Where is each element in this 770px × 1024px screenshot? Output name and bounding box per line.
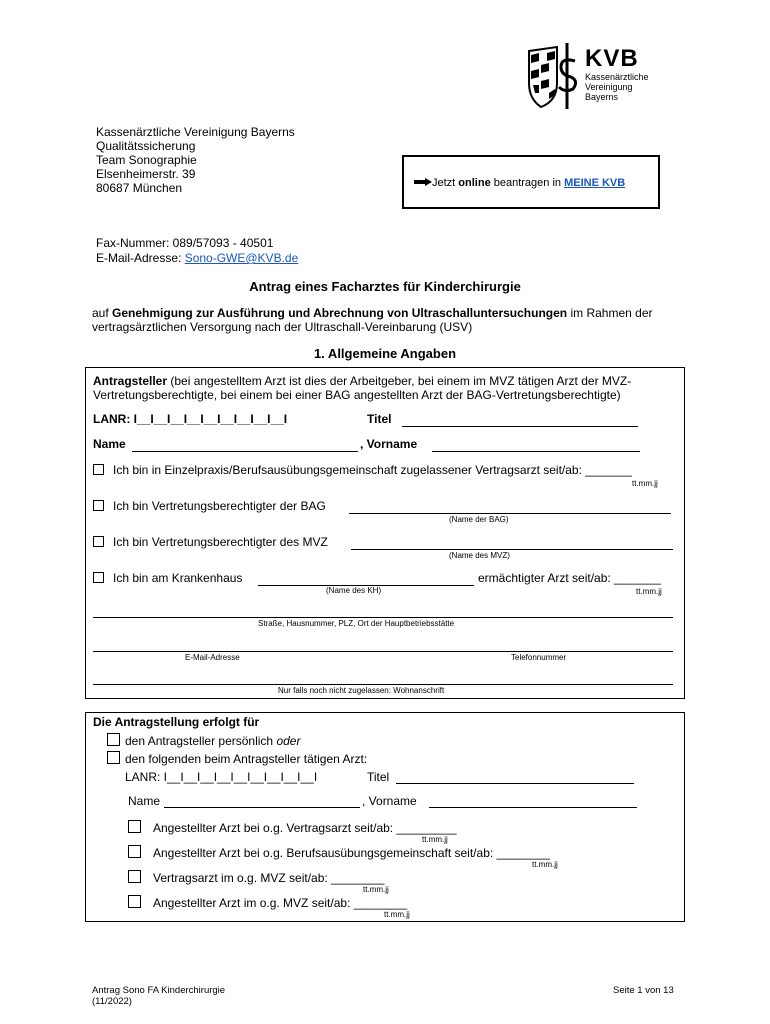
titel-label-2: Titel <box>367 770 390 784</box>
option-label: Angestellter Arzt bei o.g. Berufsausübungsgemeinschaft seit/ab: ________ <box>153 846 550 860</box>
option-personal[interactable] <box>107 733 300 748</box>
mvz-hint: (Name des MVZ) <box>449 551 510 560</box>
date-hint: tt.mm.jj <box>632 479 658 488</box>
box2-heading: Die Antragstellung erfolgt für <box>93 715 260 729</box>
online-prefix: Jetzt <box>432 177 459 189</box>
checkbox[interactable] <box>93 572 104 583</box>
home-address-hint: Nur falls noch nicht zugelassen: Wohnanschrift <box>278 686 445 695</box>
online-bold: online <box>458 177 491 189</box>
option-label: Ich bin Vertretungsberechtigter des MVZ <box>113 535 328 549</box>
page-number: Seite 1 von 13 <box>613 985 674 996</box>
arrow-right-icon <box>414 178 432 186</box>
lanr-field[interactable]: LANR: I__I__I__I__I__I__I__I__I__I <box>93 412 288 426</box>
intro-text <box>92 306 692 334</box>
application-for-box <box>85 712 685 922</box>
vorname-label-2: Vorname <box>368 794 417 808</box>
logo-text <box>585 46 649 102</box>
address-hint: Straße, Hausnummer, PLZ, Ort der Hauptbetriebsstätte <box>258 619 455 628</box>
lanr-field-2[interactable]: LANR: I__I__I__I__I__I__I__I__I__I <box>125 770 318 784</box>
section-heading: 1. Allgemeine Angaben <box>313 346 457 361</box>
option-label: Vertragsarzt im o.g. MVZ seit/ab: ________ <box>153 871 385 885</box>
bag-hint: (Name der BAG) <box>449 515 509 524</box>
titel-field[interactable] <box>402 426 638 427</box>
option-krankenhaus[interactable] <box>93 571 242 585</box>
comma-2: , Vorname <box>362 794 417 808</box>
date-hint: tt.mm.jj <box>636 587 662 596</box>
address-line: Kassenärztliche Vereinigung Bayerns <box>96 125 295 139</box>
option-vertragsarzt[interactable] <box>93 463 632 477</box>
checkbox[interactable] <box>93 500 104 511</box>
online-apply-text <box>414 177 625 189</box>
checkbox[interactable] <box>107 751 120 764</box>
titel-label: Titel <box>367 412 392 426</box>
applicant-label: Antragsteller <box>93 374 168 388</box>
option-label: den folgenden beim Antragsteller tätigen Arzt: <box>125 752 368 766</box>
option-label: Ich bin am Krankenhaus <box>113 571 243 585</box>
recipient-address <box>96 125 295 195</box>
applicant-description <box>93 374 679 402</box>
option-label: den Antragsteller persönlich <box>125 734 277 748</box>
checkbox[interactable] <box>93 464 104 475</box>
date-hint: tt.mm.jj <box>532 860 558 869</box>
email-hint: E-Mail-Adresse <box>185 653 240 662</box>
logo-line2: Vereinigung <box>585 82 633 92</box>
option-label: Ich bin Vertretungsberechtigter der BAG <box>113 499 326 513</box>
option-c2[interactable] <box>128 845 550 860</box>
footer-left <box>92 985 225 1007</box>
fax-number: Fax-Nummer: 089/57093 - 40501 <box>96 236 274 250</box>
intro-pre: auf <box>92 306 113 320</box>
kvb-emblem-icon <box>527 43 583 111</box>
comma: , Vorname <box>360 437 418 451</box>
titel-field-2[interactable] <box>396 783 634 784</box>
footer-version: (11/2022) <box>92 996 132 1007</box>
checkbox[interactable] <box>128 820 141 833</box>
email-label: E-Mail-Adresse: <box>96 251 185 265</box>
intro-bold: Genehmigung zur Ausführung und Abrechnung von Ultraschalluntersuchungen <box>112 306 568 320</box>
option-c3[interactable] <box>128 870 384 885</box>
option-label: Angestellter Arzt im o.g. MVZ seit/ab: ________ <box>153 896 408 910</box>
option-label: Angestellter Arzt bei o.g. Vertragsarzt seit/ab: _________ <box>153 821 457 835</box>
applicant-box <box>85 367 685 699</box>
mvz-name-field[interactable] <box>351 549 673 550</box>
address-line: Elsenheimerstr. 39 <box>96 167 196 181</box>
address-field[interactable] <box>93 617 673 618</box>
applicant-text: (bei angestelltem Arzt ist dies der Arbeitgeber, bei einem im MVZ tätigen Arzt der MVZ-Vertretungsberechtigte, bei einem bei einer BAG angestellten Arzt der BAG-Vertretungsberechtigte) <box>93 374 632 402</box>
contact-info <box>96 236 298 266</box>
option-krankenhaus-suffix: ermächtigter Arzt seit/ab: _______ <box>478 571 661 585</box>
checkbox[interactable] <box>93 536 104 547</box>
online-apply-box <box>402 155 660 209</box>
name-label-2: Name <box>128 794 161 808</box>
option-bag[interactable] <box>93 499 326 513</box>
name-field[interactable] <box>132 451 358 452</box>
vorname-field[interactable] <box>432 451 640 452</box>
checkbox[interactable] <box>128 870 141 883</box>
option-label: Ich bin in Einzelpraxis/Berufsausübungsgemeinschaft zugelassener Vertragsarzt seit/ab: _______ <box>113 463 632 477</box>
home-address-field[interactable] <box>93 684 673 685</box>
name-field-2[interactable] <box>164 807 360 808</box>
option-c4[interactable] <box>128 895 407 910</box>
checkbox[interactable] <box>128 895 141 908</box>
email-link[interactable]: Sono-GWE@KVB.de <box>184 251 299 265</box>
option-employee[interactable] <box>107 751 367 766</box>
vorname-label: Vorname <box>366 437 418 451</box>
phone-hint: Telefonnummer <box>511 653 567 662</box>
option-mvz[interactable] <box>93 535 328 549</box>
intro-post: im Rahmen der vertragsärztlichen Versorgung nach der Ultraschall-Vereinbarung (USV) <box>92 306 653 334</box>
name-label: Name <box>93 437 126 451</box>
vorname-field-2[interactable] <box>429 807 637 808</box>
option-or: oder <box>276 734 301 748</box>
date-hint: tt.mm.jj <box>384 910 410 919</box>
online-middle: beantragen in <box>490 177 565 189</box>
bag-name-field[interactable] <box>349 513 671 514</box>
address-line: 80687 München <box>96 181 183 195</box>
date-hint: tt.mm.jj <box>422 835 448 844</box>
date-hint: tt.mm.jj <box>363 885 389 894</box>
logo-brand: KVB <box>585 45 639 72</box>
address-line: Team Sonographie <box>96 153 197 167</box>
option-c1[interactable] <box>128 820 457 835</box>
logo-line1: Kassenärztliche <box>585 72 649 82</box>
email-phone-field[interactable] <box>93 651 673 652</box>
document-title: Antrag eines Facharztes für Kinderchirurgie <box>249 279 521 294</box>
logo-line3: Bayerns <box>585 92 619 102</box>
kh-hint: (Name des KH) <box>326 586 382 595</box>
footer-form-name: Antrag Sono FA Kinderchirurgie <box>92 985 226 996</box>
address-line: Qualitätssicherung <box>96 139 196 153</box>
checkbox[interactable] <box>107 733 120 746</box>
meine-kvb-link[interactable]: MEINE KVB <box>564 177 626 189</box>
checkbox[interactable] <box>128 845 141 858</box>
